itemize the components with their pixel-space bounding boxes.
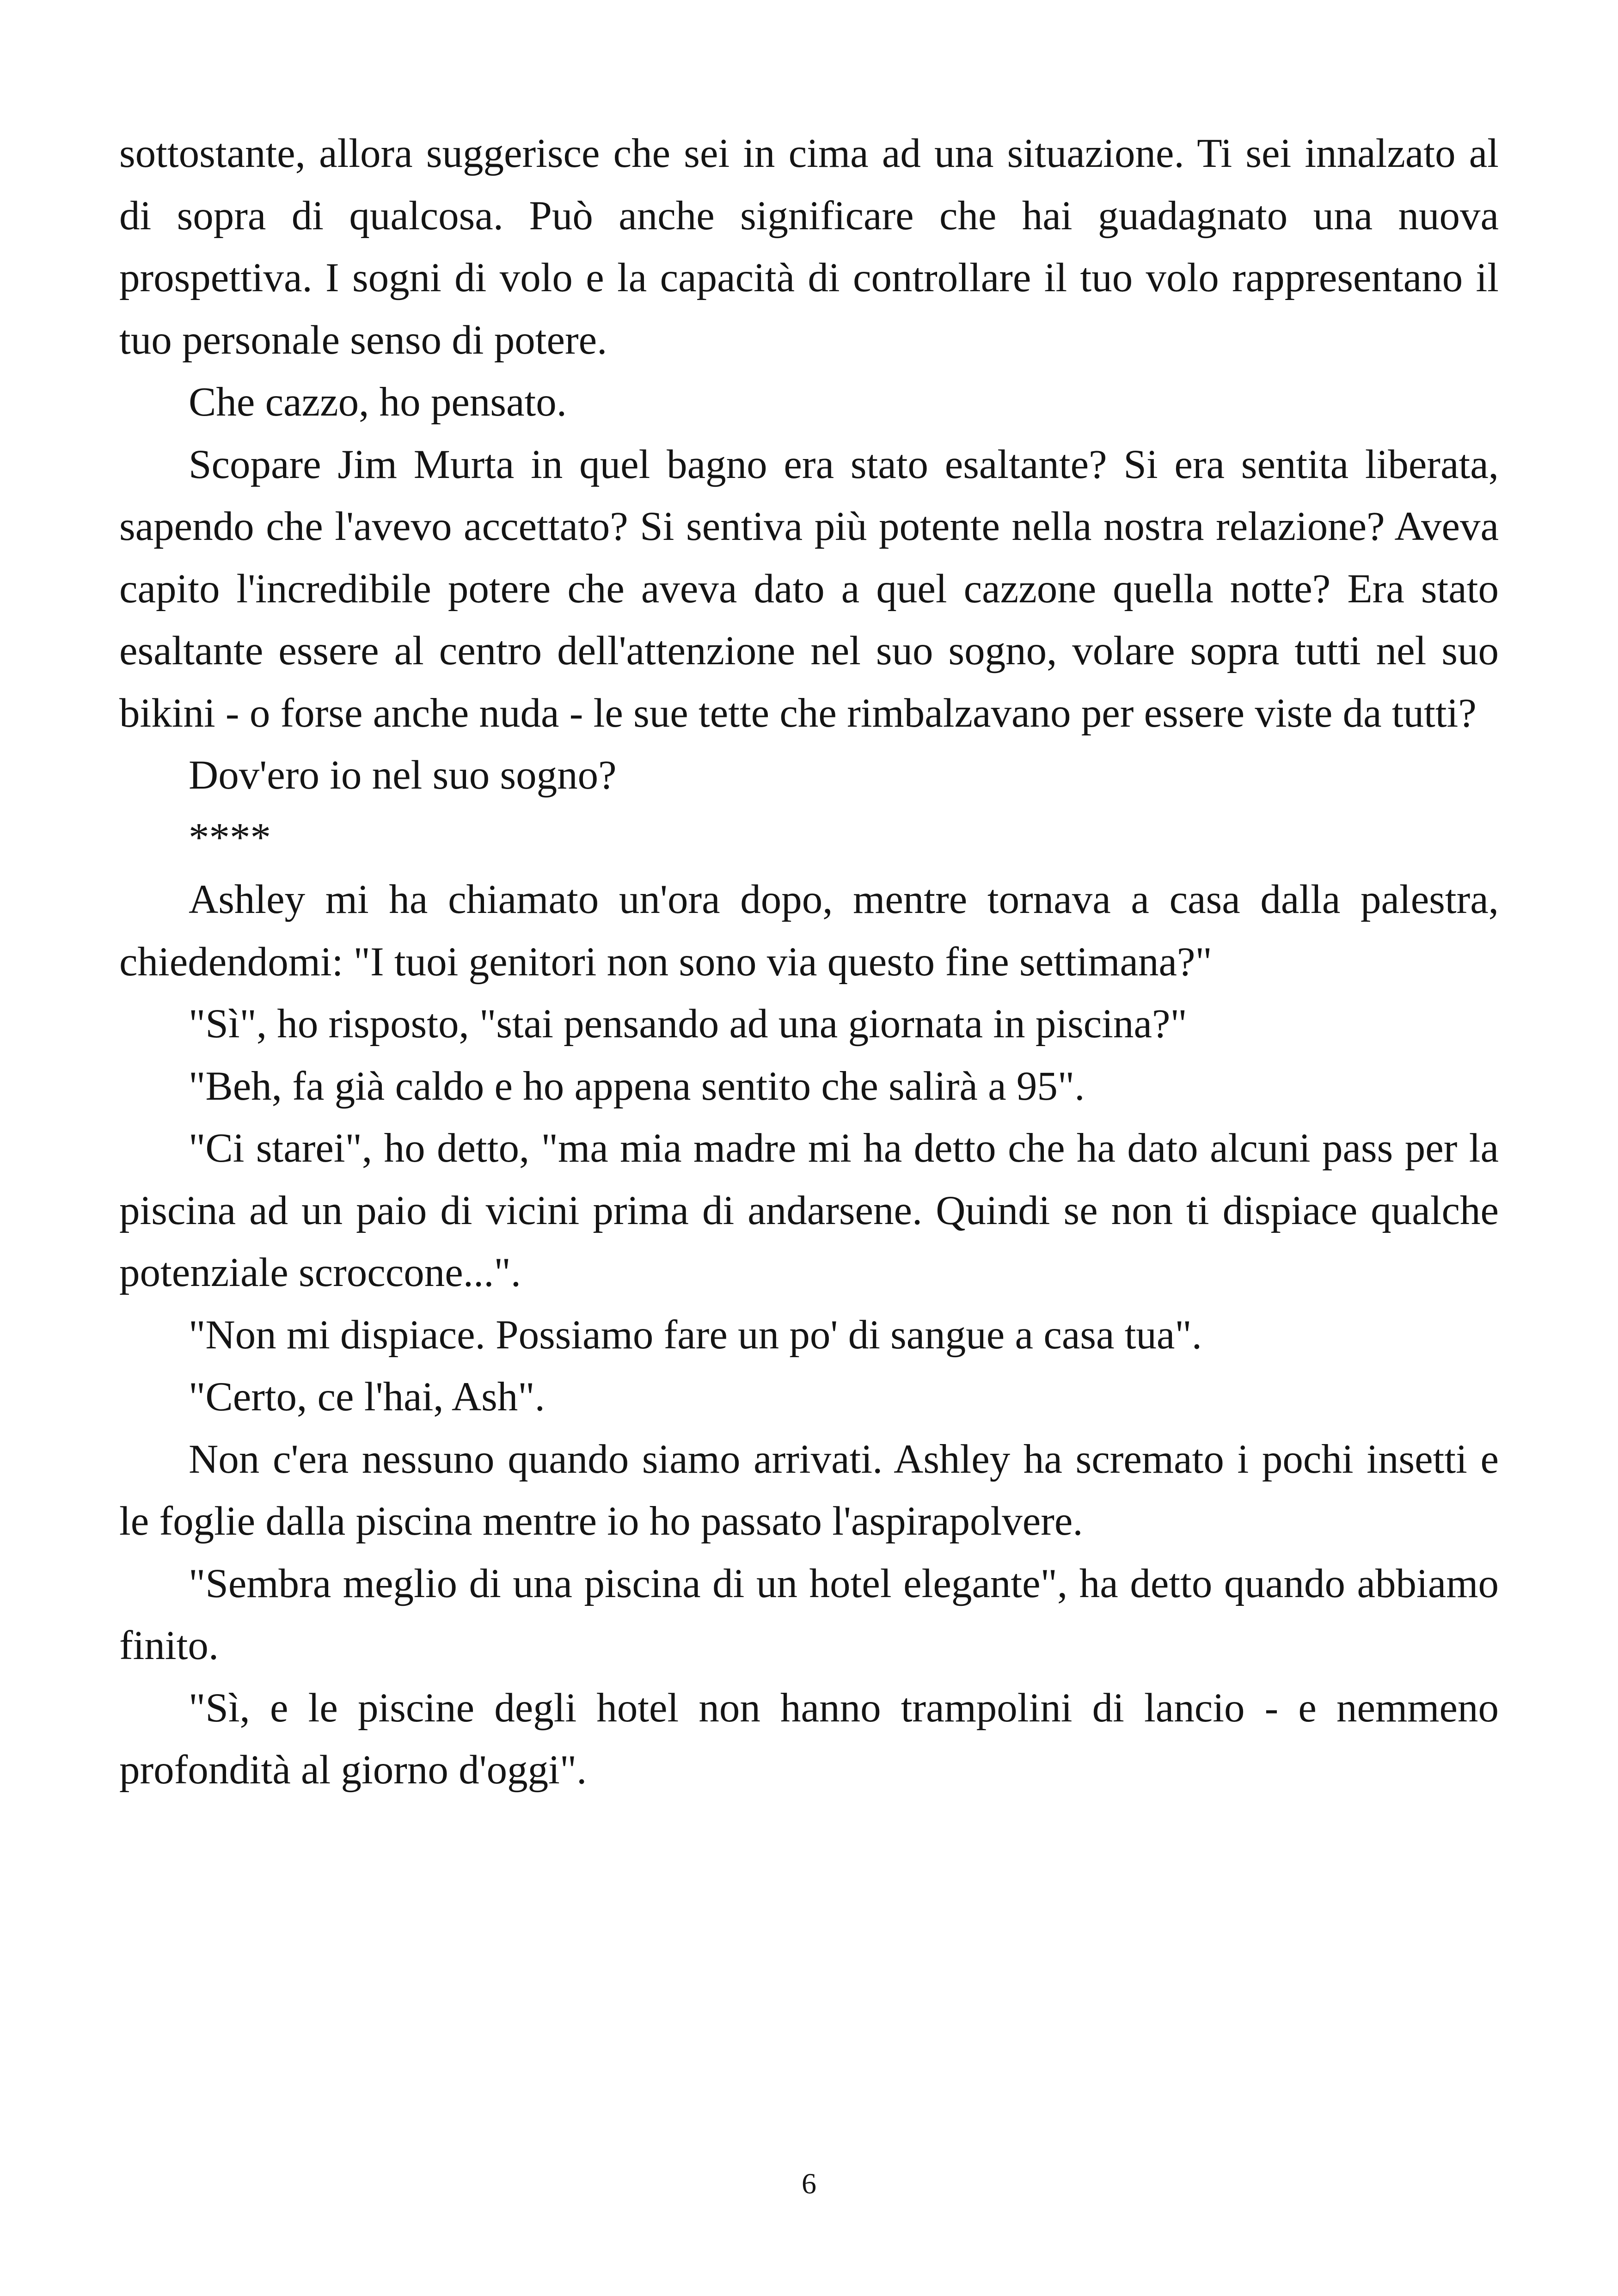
paragraph: "Non mi dispiace. Possiamo fare un po' di sangue a casa tua".: [189, 1312, 1202, 1358]
section-break: ****: [189, 814, 271, 860]
paragraph: "Sì, e le piscine degli hotel non hanno trampolini di lancio - e nemmeno profondità al giorno d'oggi".: [119, 1685, 1499, 1793]
paragraph-continuation: sottostante, allora suggerisce che sei in cima ad una situazione. Ti sei innalzato al di sopra di qualcosa. Può anche significare che hai guadagnato una nuova prospettiva. I sogni di volo e la capacità di controllare il tuo volo rappresentano il tuo personale senso di potere.: [119, 131, 1499, 363]
paragraph: Scopare Jim Murta in quel bagno era stato esaltante? Si era sentita liberata, sapendo che l'avevo accettato? Si sentiva più potente nella nostra relazione? Aveva capito l'incredibile potere che aveva dato a quel cazzone quella notte? Era stato esaltante essere al centro dell'attenzione nel suo sogno, volare sopra tutti nel suo bikini - o forse anche nuda - le sue tette che rimbalzavano per essere viste da tutti?: [119, 441, 1499, 736]
paragraph: "Certo, ce l'hai, Ash".: [189, 1374, 545, 1420]
page-body: [119, 122, 1499, 2133]
paragraph: "Ci starei", ho detto, "ma mia madre mi ha detto che ha dato alcuni pass per la piscina ad un paio di vicini prima di andarsene. Quindi se non ti dispiace qualche potenziale scroccone...".: [119, 1126, 1499, 1295]
paragraph: "Sembra meglio di una piscina di un hotel elegante", ha detto quando abbiamo finito.: [119, 1561, 1499, 1668]
paragraph: "Beh, fa già caldo e ho appena sentito che salirà a 95".: [189, 1063, 1085, 1109]
page-number: 6: [802, 2167, 816, 2200]
paragraph: "Sì", ho risposto, "stai pensando ad una giornata in piscina?": [189, 1001, 1187, 1047]
paragraph: Dov'ero io nel suo sogno?: [189, 753, 617, 798]
paragraph: Ashley mi ha chiamato un'ora dopo, mentre tornava a casa dalla palestra, chiedendomi: "I tuoi genitori non sono via questo fine settimana?": [119, 877, 1499, 985]
paragraph: Che cazzo, ho pensato.: [189, 380, 567, 425]
paragraph: Non c'era nessuno quando siamo arrivati. Ashley ha scremato i pochi insetti e le foglie dalla piscina mentre io ho passato l'aspirapolvere.: [119, 1436, 1499, 1544]
